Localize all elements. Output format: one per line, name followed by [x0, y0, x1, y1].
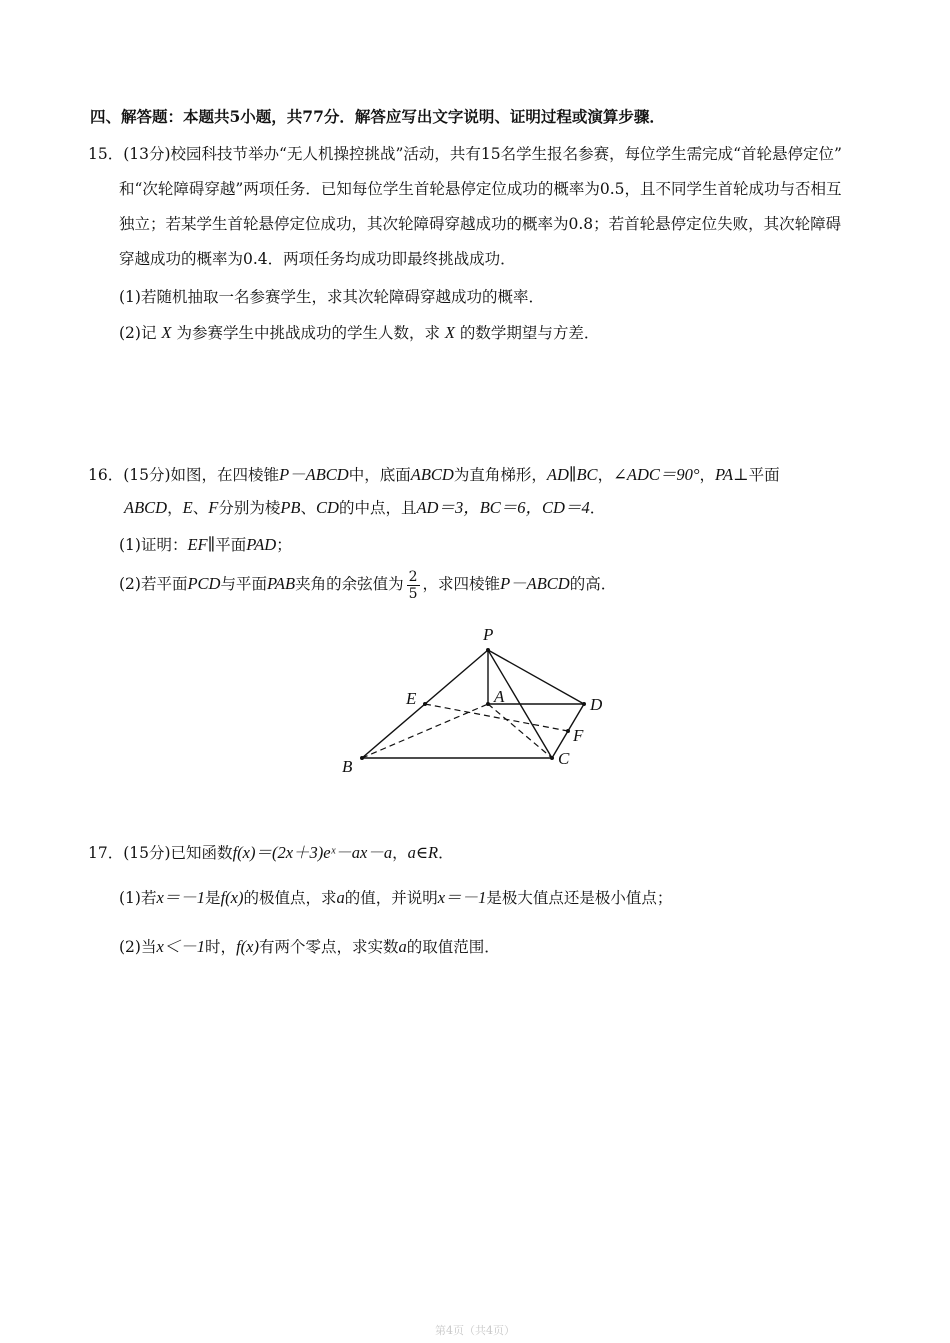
q16-math: P－ABCD: [500, 574, 570, 593]
vertex-F: [566, 729, 570, 733]
label-D: D: [590, 695, 603, 714]
fraction-denominator: 5: [408, 585, 418, 602]
q16-math: AD∥BC: [546, 465, 598, 484]
q16-math: F: [208, 498, 219, 517]
q16-part-1: [119, 534, 292, 556]
q17-text: 是极大值点还是极小值点；: [486, 889, 673, 907]
q16-text: 分别为棱: [218, 499, 281, 517]
segment-EF-hidden: [425, 704, 568, 731]
q16-text: 平面: [215, 536, 247, 554]
q16-math: ABCD: [124, 498, 168, 517]
cosine-fraction: [407, 569, 420, 602]
q16-text: 、: [192, 499, 209, 517]
q16-math: P－ABCD: [279, 465, 349, 484]
q17-math: a∈R: [407, 843, 439, 862]
q16-text: 夹角的余弦值为: [295, 575, 404, 593]
q15-part-1: (1)若随机抽取一名参赛学生，求其次轮障碍穿越成功的概率．: [119, 288, 544, 306]
label-E: E: [406, 689, 417, 708]
q16-text: 为直角梯形，: [453, 466, 547, 484]
q17-text: (1)若: [119, 889, 157, 907]
q16-text: 的中点，且: [338, 499, 417, 517]
q17-math: a: [398, 937, 407, 956]
q17-math: a: [336, 888, 345, 907]
label-F: F: [573, 726, 584, 745]
q16-text: (15分)如图，在四棱锥: [123, 466, 280, 484]
q16-math: AD＝3，BC＝6，CD＝4: [416, 498, 590, 517]
q16-text: 中，底面: [348, 466, 411, 484]
label-A: A: [494, 687, 505, 706]
q15-number: 15．: [88, 145, 124, 163]
q17-text: ．: [438, 844, 454, 862]
q15-line-3: 独立；若某学生首轮悬停定位成功，其次轮障碍穿越成功的概率为0.8；若首轮悬停定位失败，其次轮障碍: [119, 215, 842, 233]
vertex-D: [582, 702, 586, 706]
q16-math: PAB: [266, 574, 296, 593]
q17-math: x＝－1: [156, 888, 206, 907]
q17-part-1: [119, 887, 672, 909]
q16-math: PB: [280, 498, 301, 517]
q16-text: ，: [597, 466, 614, 484]
label-B: B: [342, 757, 353, 776]
q16-text: (2)若平面: [119, 575, 188, 593]
q17-text: 的极值点，求: [243, 889, 337, 907]
vertex-C: [550, 756, 554, 760]
q17-math: x＝－1: [437, 888, 487, 907]
q16-text: 、: [300, 499, 317, 517]
vertex-B: [360, 756, 364, 760]
q17-math: x＜－1: [156, 937, 206, 956]
q15-var-x: X: [161, 323, 172, 342]
q17-text: (15分)已知函数: [123, 844, 233, 862]
q15-part2-text-b: 为参赛学生中挑战成功的学生人数，求: [176, 324, 440, 342]
pyramid-figure: [330, 622, 630, 777]
q17-math: f(x)＝(2x＋3)eˣ－ax－a: [232, 843, 393, 862]
q16-math: E: [182, 498, 193, 517]
section-heading: 四、解答题：本题共5小题，共77分．解答应写出文字说明、证明过程或演算步骤．: [90, 107, 665, 126]
q16-text: ，: [167, 499, 183, 517]
q15-part-2: [119, 322, 599, 344]
q17-text: ，: [392, 844, 408, 862]
q16-line-2: [124, 497, 605, 519]
q16-text: 平面: [748, 466, 780, 484]
q16-part-2: [119, 566, 616, 602]
q17-part-2: [119, 936, 500, 958]
q17-text: 有两个零点，求实数: [258, 938, 399, 956]
vertex-A: [486, 702, 490, 706]
q17-number: 17．: [88, 844, 124, 862]
q16-math: PA⊥: [715, 465, 749, 484]
q15-text-1: (13分)校园科技节举办“无人机操控挑战”活动，共有15名学生报名参赛，每位学生需完成“首轮悬停定位”: [123, 145, 842, 163]
q15-part2-text-a: (2)记: [119, 324, 157, 342]
q15-line-4: 穿越成功的概率为0.4．两项任务均成功即最终挑战成功．: [119, 250, 516, 268]
q16-text: 与平面: [220, 575, 267, 593]
q16-math: PCD: [187, 574, 221, 593]
q16-math: PAD: [246, 535, 277, 554]
q16-math: EF∥: [187, 535, 216, 554]
q16-text: ，求四棱锥: [422, 575, 501, 593]
q16-math: CD: [316, 498, 339, 517]
q16-text: (1)证明：: [119, 536, 188, 554]
q16-text: ，: [699, 466, 716, 484]
q17-math: f(x): [236, 937, 259, 956]
q17-text: 是: [205, 889, 221, 907]
label-C: C: [558, 749, 570, 768]
q16-line-1: [88, 464, 780, 486]
q17-text: (2)当: [119, 938, 157, 956]
q17-line-1: [88, 842, 454, 864]
page-footer: 第4页（共4页）: [435, 1324, 515, 1337]
vertex-E: [423, 702, 427, 706]
q15-var-x-2: X: [444, 323, 455, 342]
q15-line-1: [88, 143, 842, 165]
q16-math: ABCD: [410, 465, 454, 484]
q16-number: 16．: [88, 466, 124, 484]
q16-text: 的高．: [569, 575, 617, 593]
q15-part2-text-c: 的数学期望与方差．: [459, 324, 600, 342]
label-P: P: [483, 625, 494, 644]
q17-text: 的值，并说明: [344, 889, 438, 907]
q17-math: f(x): [220, 888, 244, 907]
segment-AC-hidden: [488, 704, 552, 758]
q17-text: 时，: [205, 938, 237, 956]
q15-line-2: 和“次轮障碍穿越”两项任务．已知每位学生首轮悬停定位成功的概率为0.5，且不同学生首轮成功与否相互: [119, 180, 842, 198]
fraction-numerator: 2: [408, 568, 418, 585]
q16-math: ∠ADC＝90°: [613, 465, 700, 484]
q17-text: 的取值范围．: [406, 938, 500, 956]
vertex-P: [486, 648, 490, 652]
q16-text: ．: [589, 499, 606, 517]
q16-text: ；: [276, 536, 292, 554]
